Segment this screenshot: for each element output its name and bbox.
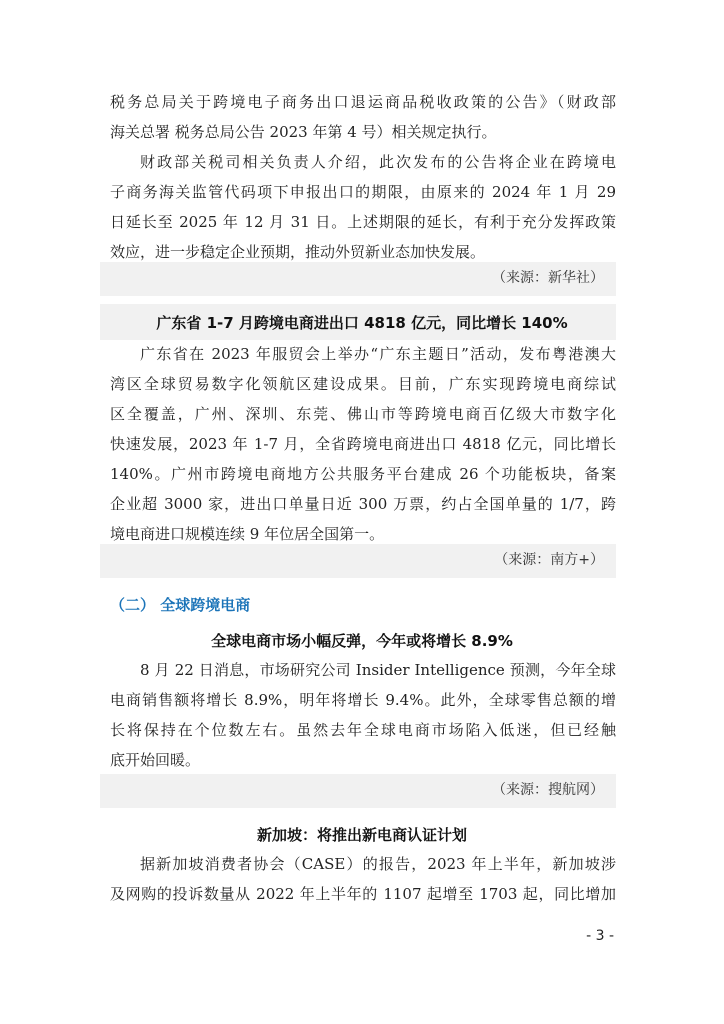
- article-title: 广东省 1-7 月跨境电商进出口 4818 亿元，同比增长 140%: [156, 314, 568, 332]
- paragraph-line: 长将保持在个位数左右。虽然去年全球电商市场陷入低迷，但已经触: [110, 721, 616, 739]
- paragraph-line: 底开始回暖。: [110, 751, 201, 769]
- paragraph-line: 湾区全球贸易数字化领航区建设成果。目前，广东实现跨境电商综试: [110, 375, 616, 393]
- paragraph-line: 8 月 22 日消息，市场研究公司 Insider Intelligence 预测，今年全球: [140, 661, 616, 679]
- article-title: 新加坡：将推出新电商认证计划: [256, 826, 467, 844]
- paragraph-line: 境电商进口规模连续 9 年位居全国第一。: [110, 525, 385, 543]
- paragraph-line: 效应，进一步稳定企业预期，推动外贸新业态加快发展。: [110, 243, 486, 261]
- paragraph-line: 税务总局关于跨境电子商务出口退运商品税收政策的公告》（财政部: [110, 93, 616, 111]
- paragraph-line: 日延长至 2025 年 12 月 31 日。上述期限的延长，有利于充分发挥政策: [110, 213, 616, 231]
- paragraph-line: 140%。广州市跨境电商地方公共服务平台建成 26 个功能板块，备案: [110, 465, 616, 483]
- paragraph-line: 快速发展，2023 年 1-7 月，全省跨境电商进出口 4818 亿元，同比增长: [110, 435, 616, 453]
- source-attribution: （来源：搜航网）: [492, 782, 604, 798]
- source-attribution: （来源：新华社）: [492, 270, 604, 286]
- article-title: 全球电商市场小幅反弹，今年或将增长 8.9%: [211, 632, 513, 650]
- paragraph-line: 海关总署 税务总局公告 2023 年第 4 号）相关规定执行。: [110, 123, 497, 141]
- paragraph-line: 电商销售额将增长 8.9%，明年将增长 9.4%。此外，全球零售总额的增: [110, 691, 616, 709]
- paragraph-line: 财政部关税司相关负责人介绍，此次发布的公告将企业在跨境电: [140, 153, 616, 171]
- paragraph-line: 据新加坡消费者协会（CASE）的报告，2023 年上半年，新加坡涉: [140, 855, 616, 873]
- page-number: - 3 -: [586, 928, 614, 944]
- paragraph-line: 广东省在 2023 年服贸会上举办“广东主题日”活动，发布粤港澳大: [140, 345, 616, 363]
- paragraph-line: 区全覆盖，广州、深圳、东莞、佛山市等跨境电商百亿级大市数字化: [110, 405, 616, 423]
- paragraph-line: 企业超 3000 家，进出口单量日近 300 万票，约占全国单量的 1/7，跨: [110, 495, 616, 513]
- paragraph-line: 及网购的投诉数量从 2022 年上半年的 1107 起增至 1703 起，同比增加: [110, 885, 616, 903]
- section-heading: （二） 全球跨境电商: [110, 596, 251, 614]
- paragraph-line: 子商务海关监管代码项下申报出口的期限，由原来的 2024 年 1 月 29: [110, 183, 616, 201]
- source-attribution: （来源：南方+）: [494, 552, 604, 568]
